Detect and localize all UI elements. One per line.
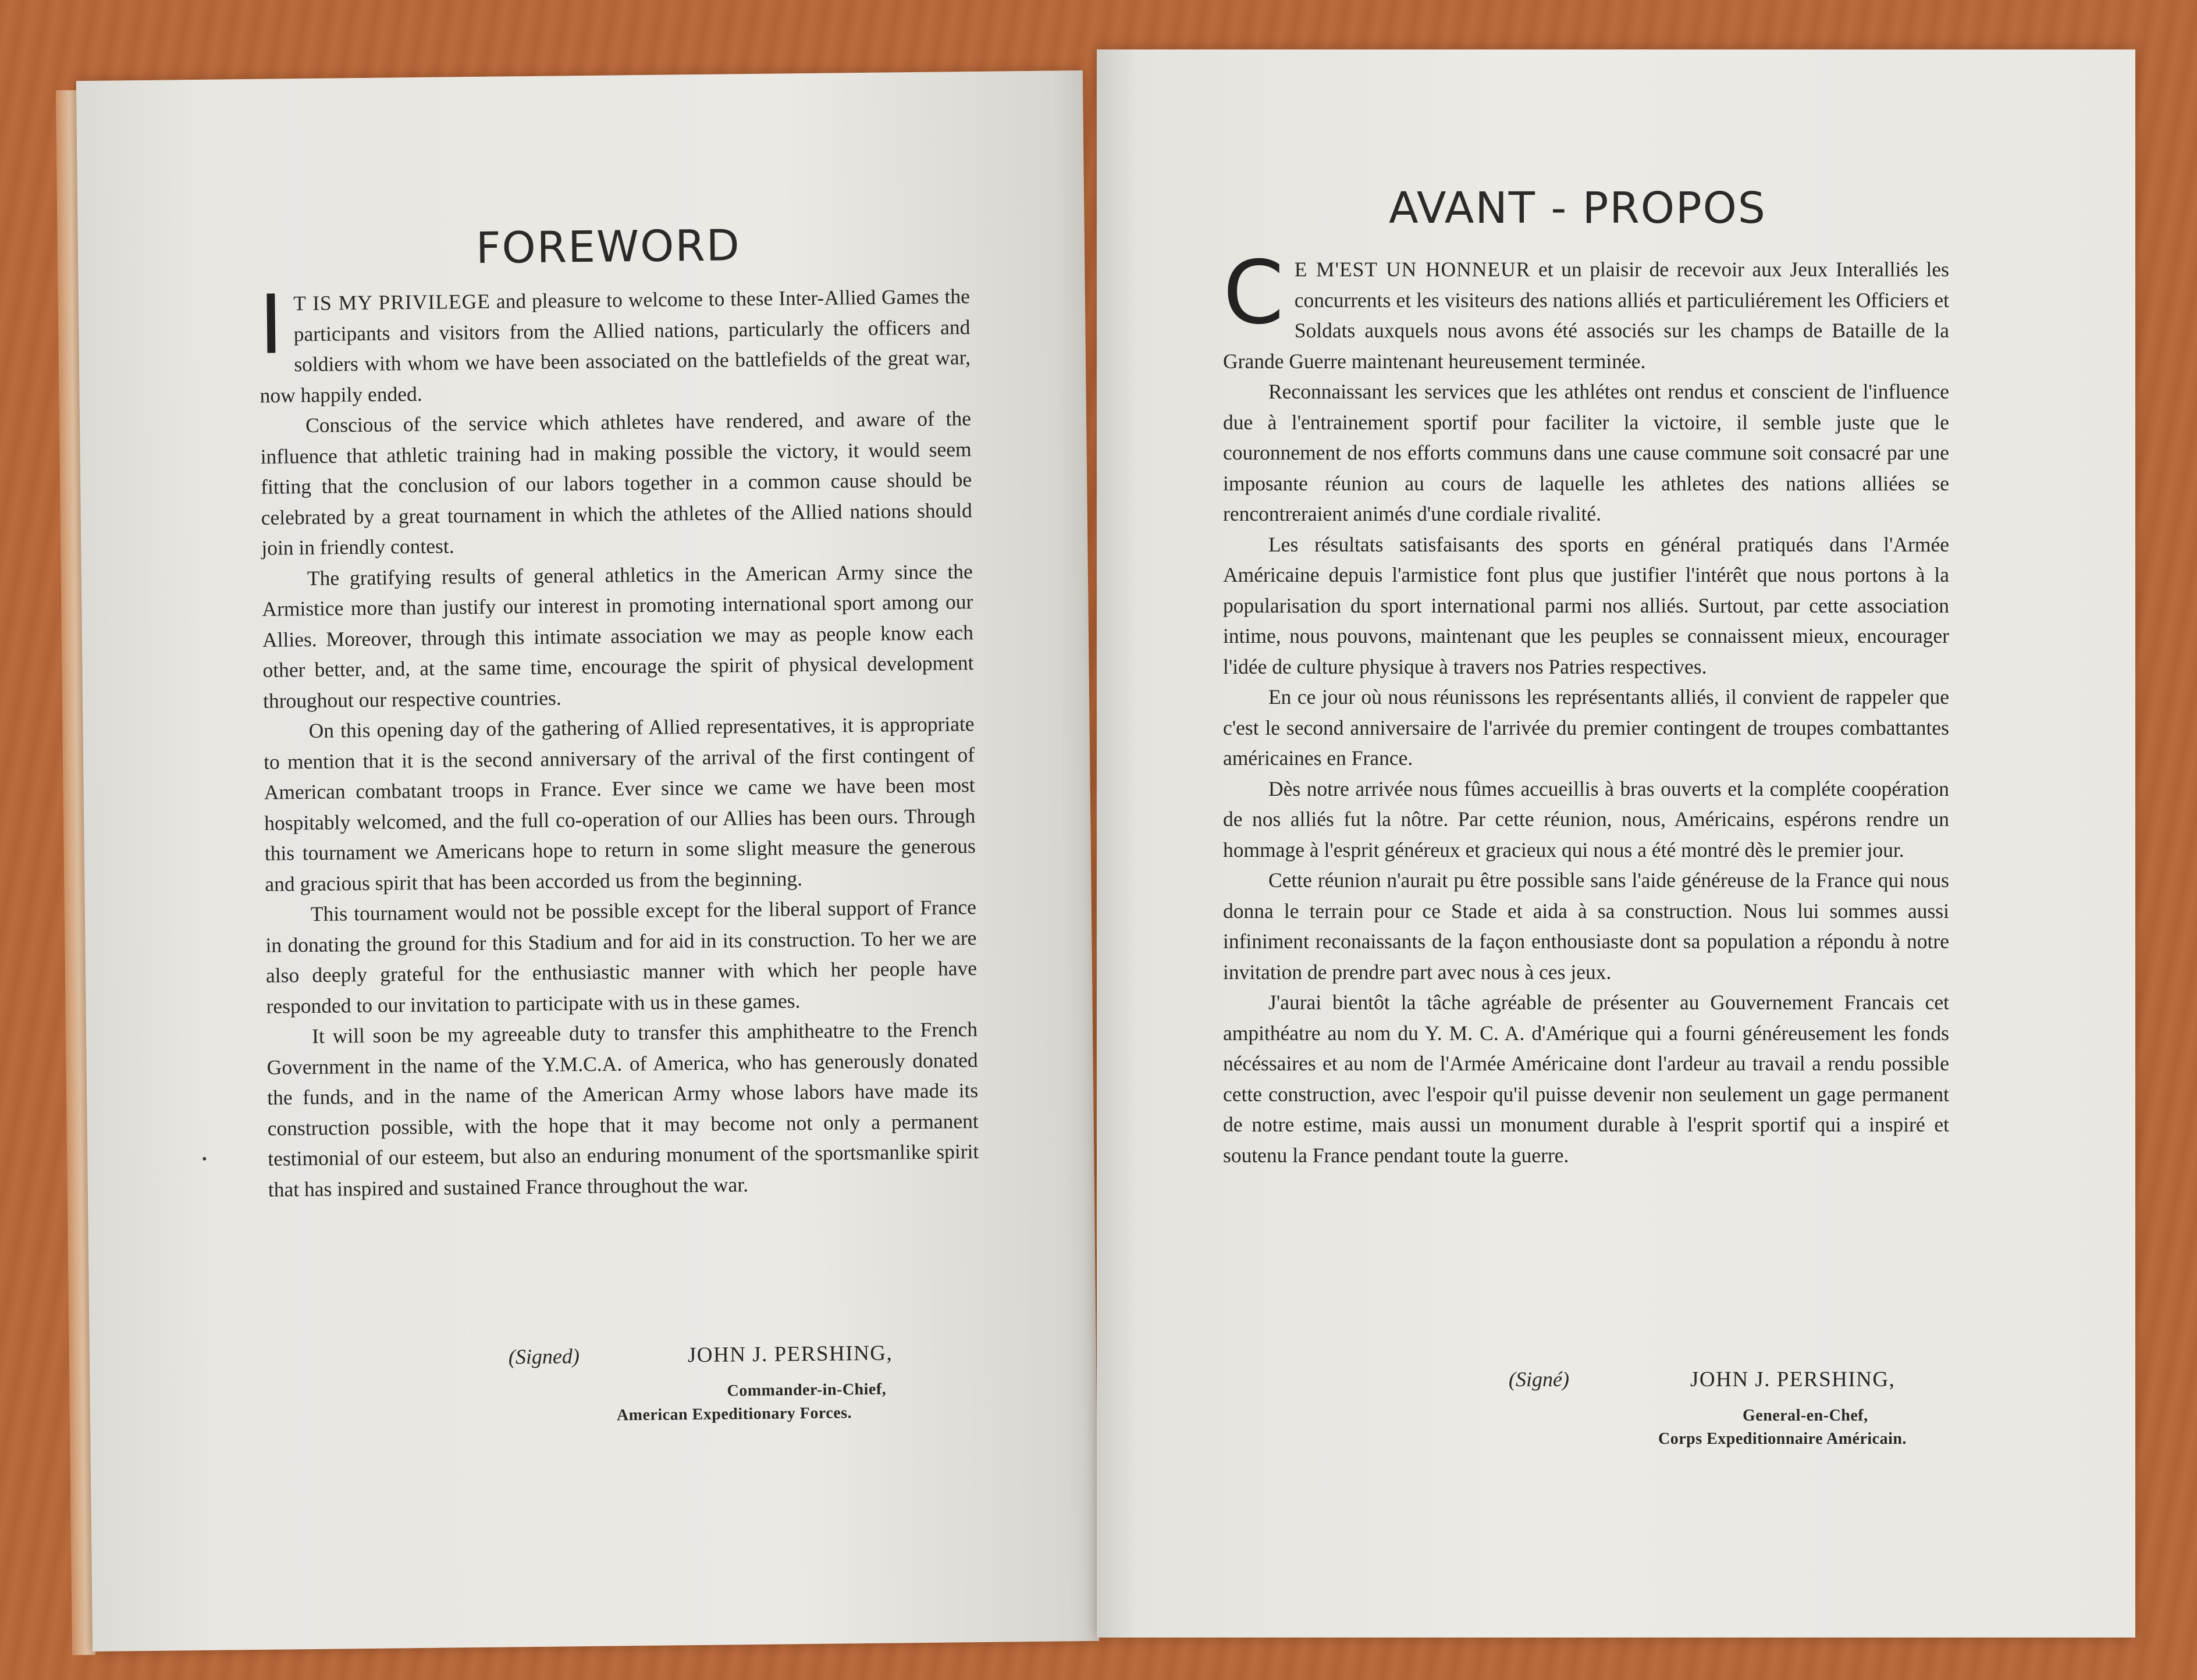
foreword-title: FOREWORD [475,220,741,273]
avant-propos-paragraph: Les résultats satisfaisants des sports en général pratiqués dans l'Armée Américaine depuis l'armistice font plus que justifier l'intérêt que nous portons à la popularisation du sport international parmi nos alliés. Surtout, par cette association intime, nous pouvons, maintenant que les peuples se connaissent mieux, encourager l'idée de culture physique à travers nos Patries respectives. [1223,532,1949,678]
foreword-paragraph: The gratifying results of general athletics in the American Army since the Armistice more than justify our interest in promoting international sport among our Allies. Moreover, through this intimate association we may as people know each other better, and, at the same time, encourage the spirit of physical development throughout our respective countries. [262,559,974,713]
foreword-paragraph: This tournament would not be possible except for the liberal support of France in donating the ground for this Stadium and for aid in its construction. To her we are also deeply grateful for the enthusiastic manner with which her people have responded to our invitation to participate with us in these games. [265,895,977,1018]
ink-speck [202,1157,206,1161]
signer-title: Commander-in-Chief, [727,1380,887,1400]
avant-propos-paragraph: Cette réunion n'aurait pu être possible sans l'aide généreuse de la France qui nous donna le terrain pour ce Stade et aida à sa construction. Nous lui sommes aussi infiniment reconaissants de la façon enthousiaste dont sa population a répondu à notre invitation de prendre part avec nous à ces jeux. [1223,869,1949,984]
first-paragraph-text: and pleasure to welcome to these Inter-Allied Games the participants and visitors from the Allied nations, particularly the officers and soldiers with whom we have been associated on the battlefields of the great war, now happily ended. [259,284,971,407]
lead-in: T IS MY PRIVILEGE [293,289,491,315]
signer-organization: American Expeditionary Forces. [616,1404,852,1425]
lead-in: E M'EST UN HONNEUR [1294,258,1531,281]
avant-propos-paragraph: J'aurai bientôt la tâche agréable de présenter au Gouvernement Francais cet ampithéatre au nom du Y. M. C. A. d'Amérique qui a fourni généreusement les fonds nécéssaires et au nom de l'Armée Américaine dont l'ardeur au travail a rendu possible cette construction, avec l'espoir qu'il puisse devenir non seulement un gage permanent de notre estime, mais aussi un monument durable à l'esprit sportif qui a inspiré et soutenu la France pendant toute la guerre. [1223,991,1949,1167]
signer-name: JOHN J. PERSHING, [687,1341,893,1368]
foreword-paragraph-first [258,277,971,411]
avant-propos-paragraph: Dès notre arrivée nous fûmes accueillis à bras ouverts et la compléte coopération de nos alliés fut la nôtre. Par cette réunion, nous, Américains, espérons rendre un hommage à l'esprit généreux et gracieux qui nous a été montré dès le premier jour. [1223,777,1949,862]
right-page [1097,49,2135,1638]
left-page [76,70,1099,1651]
drop-cap: I [258,277,284,373]
avant-propos-title: AVANT - PROPOS [1389,183,1766,233]
signer-title: General-en-Chef, [1743,1407,1868,1425]
signer-name: JOHN J. PERSHING, [1690,1368,1896,1391]
avant-propos-paragraph-first [1223,243,1949,376]
first-paragraph-text: et un plaisir de recevoir aux Jeux Interalliés les concurrents et les visiteurs des nations alliés et particuliérement les Officiers et Soldats auxquels nous avons été associés sur les champs de Bataille de la Grande Guerre maintenant heureusement terminée. [1223,258,1949,373]
foreword-paragraph: Conscious of the service which athletes have rendered, and aware of the influence that athletic training had in making possible the victory, it would seem fitting that the conclusion of our labors together in a common cause should be celebrated by a great tournament in which the athletes of the Allied nations should join in friendly contest. [260,407,972,560]
signed-label: (Signé) [1509,1368,1569,1391]
foreword-paragraph: On this opening day of the gathering of Allied representatives, it is appropriate to mention that it is the second anniversary of the arrival of the first contingent of American combatant troops in France. Ever since we came we have been most hospitably welcomed, and the full co-operation of our Allies has been ours. Through this tournament we Americans hope to return in some slight measure the generous and gracious spirit that has been accorded us from the beginning. [263,712,976,896]
drop-cap: C [1223,243,1284,344]
avant-propos-paragraph: En ce jour où nous réunissons les représentants alliés, il convient de rappeler que c'est le second anniversaire de l'arrivée du premier contingent de troupes combattantes américaines en France. [1223,685,1949,770]
avant-propos-body [1223,243,1949,1170]
signed-label: (Signed) [508,1344,580,1369]
avant-propos-paragraph: Reconnaissant les services que les athlétes ont rendus et conscient de l'influence due à l'entrainement sportif pour faciliter la victoire, il semble juste que le couronnement de nos efforts communs dans une cause commune soit consacré par une imposante réunion au cours de laquelle les athletes des nations alliées se rencontreraient animés d'une cordiale rivalité. [1223,380,1949,525]
signer-organization: Corps Expeditionnaire Américain. [1658,1430,1907,1448]
foreword-body [258,277,979,1205]
foreword-paragraph: It will soon be my agreeable duty to transfer this amphitheatre to the French Government in the name of the Y.M.C.A. of America, who has generously donated the funds, and in the name of the American Army whose labors have made its construction possible, with the hope that it may become not only a permanent testimonial of our esteem, but also an enduring monument of the sportsmanlike spirit that has inspired and sustained France throughout the war. [266,1017,979,1201]
